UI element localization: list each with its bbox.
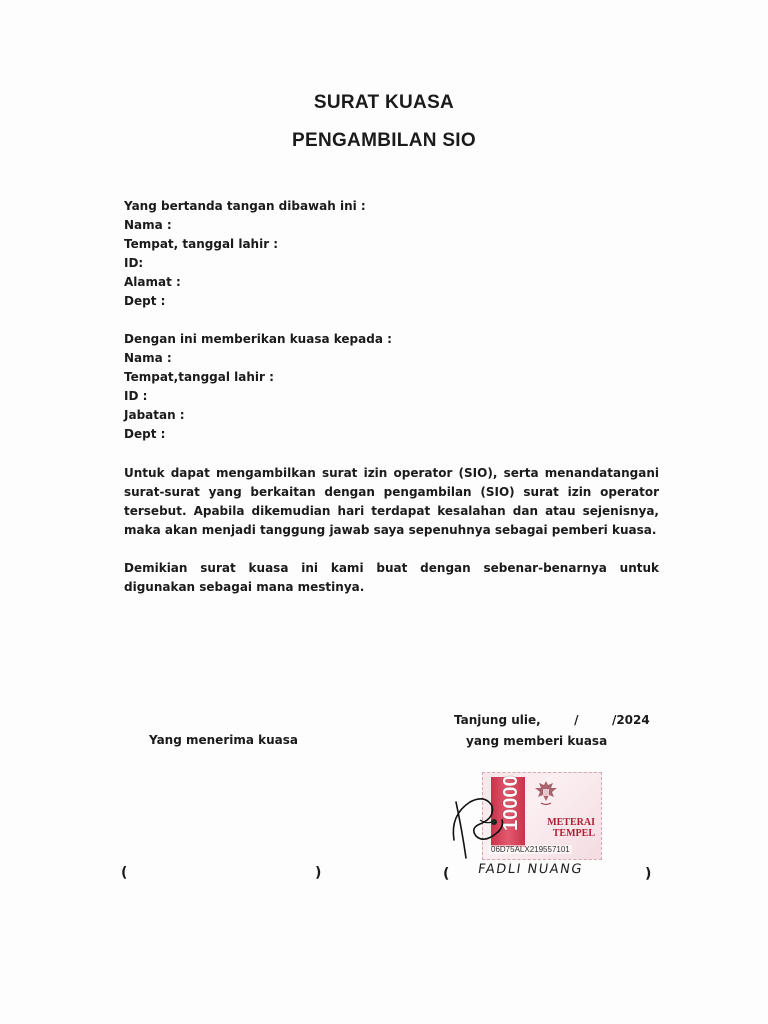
grantor-field-birth: Tempat, tanggal lahir : <box>124 237 279 251</box>
body-paragraph-closing: Demikian surat kuasa ini kami buat dengan sebenar-benarnya untuk digunakan sebagai mana mestinya. <box>124 561 659 594</box>
signature-scribble-icon <box>440 775 580 870</box>
place-date: Tanjung ulie, / /2024 <box>454 713 650 727</box>
receiver-label: Yang menerima kuasa <box>149 733 298 747</box>
giver-paren-open: ( <box>443 866 450 882</box>
grantee-section <box>124 330 664 444</box>
giver-paren-close: ) <box>645 866 652 882</box>
document-title: SURAT KUASA <box>313 92 455 113</box>
grantor-field-name: Nama : <box>124 218 172 232</box>
grantee-field-dept: Dept : <box>124 427 166 441</box>
grantee-field-id: ID : <box>124 389 148 403</box>
receiver-paren-open: ( <box>121 865 128 881</box>
grantor-field-id: ID: <box>124 256 144 270</box>
receiver-paren-close: ) <box>315 865 322 881</box>
giver-label: yang memberi kuasa <box>466 734 608 748</box>
grantee-field-birth: Tempat,tanggal lahir : <box>124 370 274 384</box>
stamp-value: 10000 <box>500 775 522 831</box>
grantee-intro: Dengan ini memberikan kuasa kepada : <box>124 332 392 346</box>
grantor-field-address: Alamat : <box>124 275 181 289</box>
body-paragraph-authority: Untuk dapat mengambilkan surat izin operator (SIO), serta menandatangani surat-surat yang berkaitan dengan pengambilan (SIO) surat izin operator tersebut. Apabila dikemudian hari terdapat kesalahan dan atau sejenisnya, maka akan menjadi tanggung jawab saya sepenuhnya sebagai pemberi kuasa. <box>124 466 659 537</box>
stamp-label-meterai: METERAI <box>547 817 595 828</box>
handwritten-giver-name: FADLI NUANG <box>476 862 584 877</box>
document-subtitle: PENGAMBILAN SIO <box>292 130 476 151</box>
stamp-serial: 06D75ALX219557101 <box>491 845 570 854</box>
grantee-field-name: Nama : <box>124 351 172 365</box>
stamp-label-tempel: TEMPEL <box>552 828 595 839</box>
grantor-field-dept: Dept : <box>124 294 166 308</box>
grantor-intro: Yang bertanda tangan dibawah ini : <box>124 199 366 213</box>
grantee-field-position: Jabatan : <box>124 408 185 422</box>
grantor-section <box>124 197 664 311</box>
